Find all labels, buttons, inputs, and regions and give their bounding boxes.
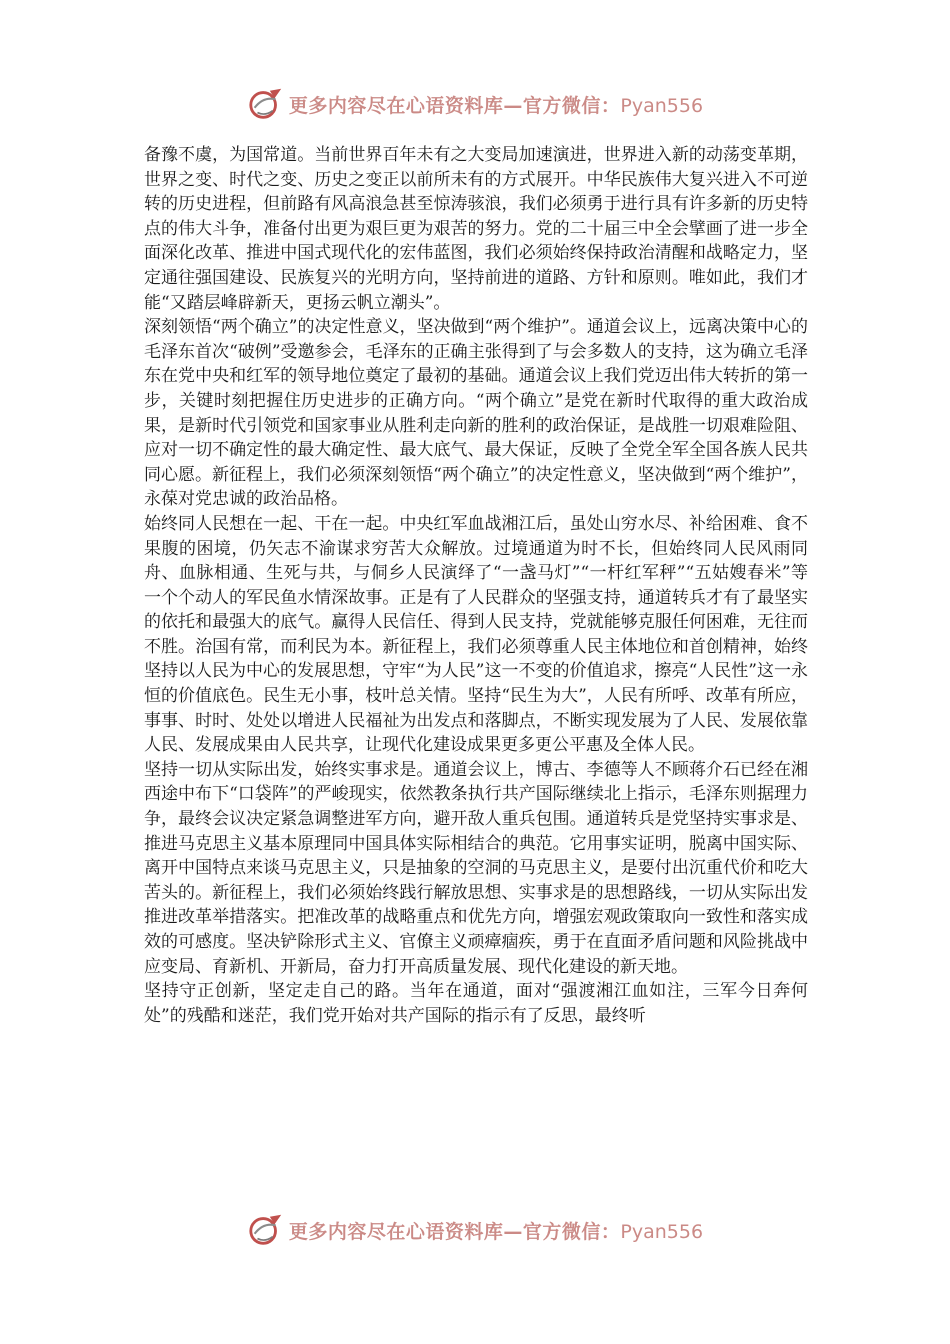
paragraph: 坚持一切从实际出发，始终实事求是。通道会议上，博古、李德等人不顾蒋介石已经在湘西途中布下“口袋阵”的严峻现实，依然教条执行共产国际继续北上指示，毛泽东则据理力争，最终会议决定紧急调整进军方向，避开敌人重兵包围。通道转兵是党坚持实事求是、推进马克思主义基本原理同中国具体实际相结合的典范。它用事实证明，脱离中国实际、离开中国特点来谈马克思主义，只是抽象的空洞的马克思主义，是要付出沉重代价和吃大苦头的。新征程上，我们必须始终践行解放思想、实事求是的思想路线，一切从实际出发推进改革举措落实。把准改革的战略重点和优先方向，增强宏观政策取向一致性和落实成效的可感度。坚决铲除形式主义、官僚主义顽瘴痼疾，勇于在直面矛盾问题和风险挑战中应变局、育新机、开新局，奋力打开高质量发展、现代化建设的新天地。	[144, 759, 808, 977]
library-logo-icon	[247, 85, 285, 123]
header-watermark-banner	[0, 84, 950, 124]
document-body	[144, 143, 808, 1193]
footer-watermark-banner	[0, 1210, 950, 1250]
wechat-handle: Pyan556	[620, 94, 704, 117]
wechat-handle: Pyan556	[620, 1220, 704, 1243]
banner-text: 更多内容尽在心语资料库—官方微信：Pyan556	[288, 94, 704, 117]
paragraph: 深刻领悟“两个确立”的决定性意义，坚决做到“两个维护”。通道会议上，远离决策中心的毛泽东首次“破例”受邀参会，毛泽东的正确主张得到了与会多数人的支持，这为确立毛泽东在党中央和红军的领导地位奠定了最初的基础。通道会议上我们党迈出伟大转折的第一步，关键时刻把握住历史进步的正确方向。“两个确立”是党在新时代取得的重大政治成果，是新时代引领党和国家事业从胜利走向新的胜利的政治保证，是战胜一切艰难险阻、应对一切不确定性的最大确定性、最大底气、最大保证，反映了全党全军全国各族人民共同心愿。新征程上，我们必须深刻领悟“两个确立”的决定性意义，坚决做到“两个维护”，永葆对党忠诚的政治品格。	[144, 317, 808, 510]
library-logo-icon	[247, 1211, 285, 1249]
paragraph: 备豫不虞，为国常道。当前世界百年未有之大变局加速演进，世界进入新的动荡变革期，世界之变、时代之变、历史之变正以前所未有的方式展开。中华民族伟大复兴进入不可逆转的历史进程，但前路有风高浪急甚至惊涛骇浪，我们必须勇于进行具有许多新的历史特点的伟大斗争，准备付出更为艰巨更为艰苦的努力。党的二十届三中全会擘画了进一步全面深化改革、推进中国式现代化的宏伟蓝图，我们必须始终保持政治清醒和战略定力，坚定通往强国建设、民族复兴的光明方向，坚持前进的道路、方针和原则。唯如此，我们才能“又踏层峰辟新天，更扬云帆立潮头”。	[144, 145, 808, 313]
paragraph: 始终同人民想在一起、干在一起。中央红军血战湘江后，虽处山穷水尽、补给困难、食不果腹的困境，仍矢志不渝谋求穷苦大众解放。过境通道为时不长，但始终同人民风雨同舟、血脉相通、生死与共，与侗乡人民演绎了“一盏马灯”“一杆红军秤”“五姑嫂春米”等一个个动人的军民鱼水情深故事。正是有了人民群众的坚强支持，通道转兵才有了最坚实的依托和最强大的底气。赢得人民信任、得到人民支持，党就能够克服任何困难，无往而不胜。治国有常，而利民为本。新征程上，我们必须尊重人民主体地位和首创精神，始终坚持以人民为中心的发展思想，守牢“为人民”这一不变的价值追求，擦亮“人民性”这一永恒的价值底色。民生无小事，枝叶总关情。坚持“民生为大”，人民有所呼、改革有所应，事事、时时、处处以增进人民福祉为出发点和落脚点，不断实现发展为了人民、发展依靠人民、发展成果由人民共享，让现代化建设成果更多更公平惠及全体人民。	[144, 513, 808, 756]
paragraph: 坚持守正创新，坚定走自己的路。当年在通道，面对“强渡湘江血如注，三军今日奔何处”的残酷和迷茫，我们党开始对共产国际的指示有了反思，最终听	[144, 981, 808, 1026]
banner-text: 更多内容尽在心语资料库—官方微信：Pyan556	[288, 1220, 704, 1243]
